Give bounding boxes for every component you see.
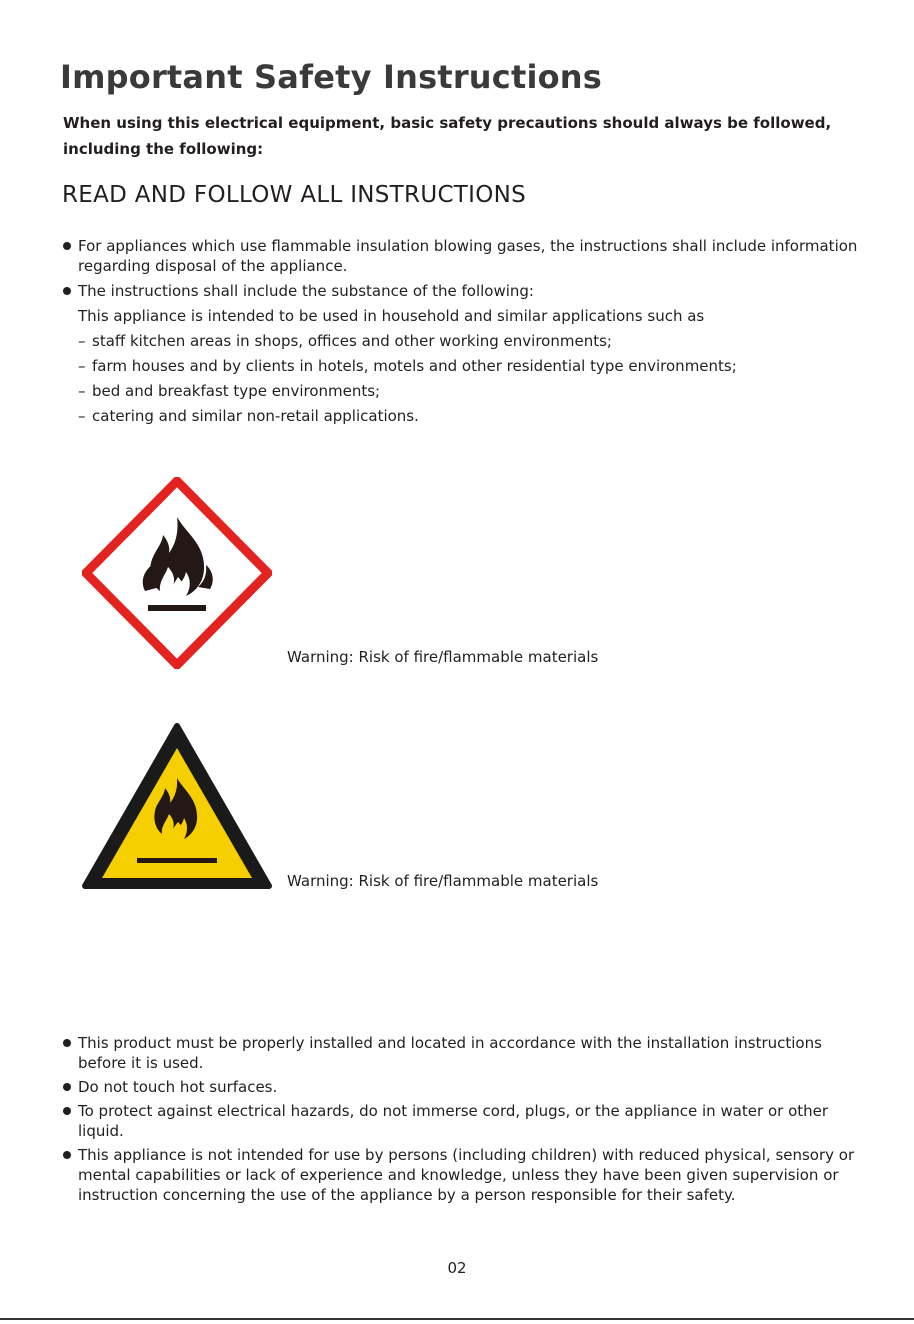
list-item [60,1077,860,1097]
section-heading: READ AND FOLLOW ALL INSTRUCTIONS [62,182,527,208]
dash-list-item [60,356,860,376]
dash-marker: – [78,382,86,400]
list-item [60,1033,860,1073]
dash-marker: – [78,357,86,375]
bullet-icon [63,1039,71,1047]
instructions-section [60,236,860,426]
dash-marker: – [78,332,86,350]
flammable-triangle-warning-icon [81,722,273,890]
bullet-icon [63,1083,71,1091]
bottom-divider [0,1318,914,1320]
dash-list-item [60,331,860,351]
symbol-caption: Warning: Risk of fire/flammable materials [287,648,599,666]
page-title: Important Safety Instructions [60,58,603,96]
list-item [60,281,860,301]
bullet-icon [63,242,71,250]
bullet-text: The instructions shall include the substance of the following: [78,282,534,300]
list-item [60,236,860,276]
dash-list-item [60,406,860,426]
intro-text: When using this electrical equipment, basic safety precautions should always be followed, including the following: [63,114,832,158]
bullet-text: This appliance is not intended for use by persons (including children) with reduced physical, sensory or mental capabilities or lack of experience and knowledge, unless they have been given supervision or instruction concerning the use of the appliance by a person responsible for their safety. [78,1146,855,1204]
bullet-text: For appliances which use flammable insulation blowing gases, the instructions shall include information regarding disposal of the appliance. [78,237,858,275]
ghs-flammable-diamond-icon [82,477,272,669]
bullet-icon [63,287,71,295]
list-item [60,1101,860,1141]
page-number: 02 [447,1259,467,1277]
intended-use-list [60,331,860,426]
symbol-caption: Warning: Risk of fire/flammable materials [287,872,599,890]
bullet-text: This product must be properly installed and located in accordance with the installation instructions before it is used. [78,1034,822,1072]
safety-bullets-section [60,1033,860,1205]
dash-item-text: bed and breakfast type environments; [92,382,381,400]
bullet-icon [63,1151,71,1159]
dash-item-text: catering and similar non-retail applications. [92,407,419,425]
bullet-text: To protect against electrical hazards, do not immerse cord, plugs, or the appliance in water or other liquid. [78,1102,829,1140]
dash-item-text: staff kitchen areas in shops, offices and other working environments; [92,332,612,350]
bullet-text: Do not touch hot surfaces. [78,1078,278,1096]
dash-marker: – [78,407,86,425]
bullet-icon [63,1107,71,1115]
intended-use-paragraph: This appliance is intended to be used in household and similar applications such as [78,307,705,325]
dash-item-text: farm houses and by clients in hotels, motels and other residential type environments; [92,357,737,375]
list-item [60,1145,860,1205]
dash-list-item [60,381,860,401]
